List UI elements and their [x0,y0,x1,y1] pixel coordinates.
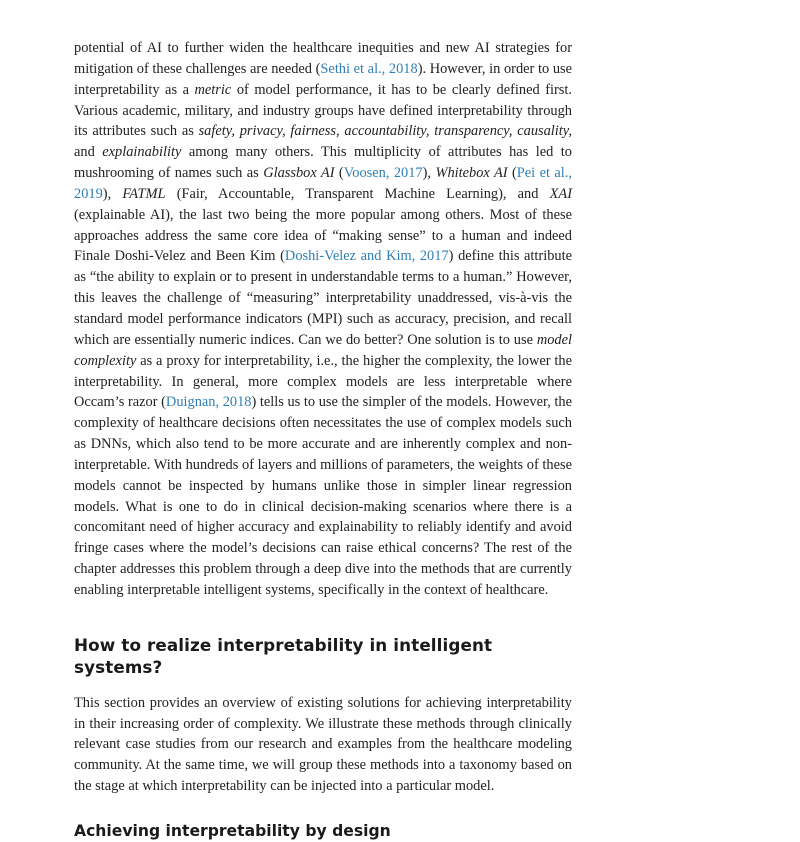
citation-link[interactable]: Doshi-Velez and Kim, 2017 [284,248,449,265]
text-run: ). However, in order to use interpretability as a [74,60,572,98]
document-page [74,38,572,842]
italic-term: FATML [122,185,166,202]
italic-term: Whitebox AI [435,165,508,182]
citation-link[interactable]: Sethi et al., 2018 [320,60,418,77]
text-run: ( [334,165,344,182]
italic-term: Glassbox AI [263,165,335,182]
text-run: ), [102,185,123,202]
italic-term: safety, privacy, fairness, accountability, transparency, causality, [198,123,572,140]
text-run: (Fair, Accountable, Transparent Machine Learning), and [165,185,550,202]
text-run: of model performance, it has to be clearly defined first. Various academic, military, and industry groups have defined interpretability through its attributes such as [74,81,572,140]
text-run: among many others. This multiplicity of attributes has led to mushrooming of names such as [74,144,572,182]
text-run: ) tells us to use the simpler of the models. However, the complexity of healthcare decisions often necessitates the use of complex models such as DNNs, which also tend to be more accurate and are inherently complex and non-interpretable. With hundreds of layers and millions of parameters, the weights of these models cannot be inspected by humans unlike those in simpler linear regression models. What is one to do in clinical decision-making scenarios where there is a concomitant need of higher accuracy and explainability to reliably identify and avoid fringe cases where the model’s decisions can raise ethical concerns? The rest of the chapter addresses this problem through a deep dive into the methods that are currently enabling interpretable intelligent systems, specifically in the context of healthcare. [74,394,572,598]
text-run: potential of AI to further widen the healthcare inequities and new AI strategies for mitigation of these challenges are needed ( [74,40,572,77]
italic-term: explainability [102,144,182,161]
section-heading: How to realize interpretability in intelligent systems? [74,634,493,677]
text-run: as a proxy for interpretability, i.e., the higher the complexity, the lower the interpretability. In general, more complex models are less interpretable where Occam’s razor ( [74,352,572,411]
citation-link[interactable]: Voosen, 2017 [343,165,423,182]
text-run: ( [507,165,517,182]
subsection-heading: Achieving interpretability by design [74,822,391,840]
text-run: ) define this attribute as “the ability to explain or to present in understandable terms to a human.” However, this leaves the challenge of “measuring” interpretability unaddressed, vis-à-vis the standard model performance indicators (MPI) such as accuracy, precision, and recall which are essentially numeric indices. Can we do better? One solution is to use [74,248,572,348]
italic-term: model complexity [74,331,572,369]
italic-term: metric [194,81,232,98]
text-run: (explainable AI), the last two being the more popular among others. Most of these approaches address the same core idea of “making sense” to a human and indeed Finale Doshi-Velez and Been Kim ( [74,206,572,265]
text-run: ), [422,165,436,182]
citation-link[interactable]: Pei et al., 2019 [74,165,572,202]
citation-link[interactable]: Duignan, 2018 [165,394,252,411]
body-paragraph-2: This section provides an overview of existing solutions for achieving interpretability in their increasing order of complexity. We illustrate these methods through clinically relevant case studies from our research and examples from the healthcare modeling community. At the same time, we will group these methods into a taxonomy based on the stage at which interpretability can be injected into a particular model. [74,694,572,795]
body-paragraph-1 [74,38,572,601]
text-run: and [74,144,103,161]
italic-term: XAI [549,185,572,202]
